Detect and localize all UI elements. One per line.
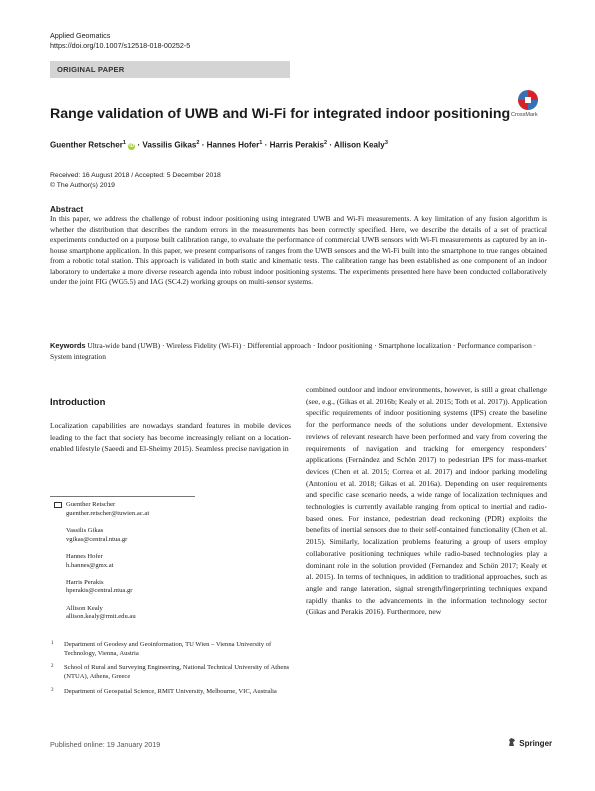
contact-name: Harris Perakis [66, 578, 104, 586]
affiliation-text: Department of Geodesy and Geoinformation, TU Wien – Vienna University of Technology, Vienna, Austria [64, 641, 272, 657]
received-accepted: Received: 16 August 2018 / Accepted: 5 December 2018 [50, 172, 221, 179]
intro-column-right: combined outdoor and indoor environments, however, is still a great challenge (see, e.g., (Gikas et al. 2016b; Kealy et al. 2015; Toth et al. 2017)). Application specific requirements of indoor positioning systems (IPS) create the baseline for the performance needs of the solutions under development. Extensive reviews of relevant research have been performed and vary from covering the requirements of navigation and tracking for emergency responders’ applications (Fernández and Schön 2017) to pedestrian IPS for mass-market devices (Chen et al. 2015; Correa et al. 2017) and indoor parking modeling (Antoniou et al. 2018; Gikas et al. 2016a). Depending on user requirements and specific case scenario needs, a wide range of localization techniques and technologies is currently available ranging from optical to inertial and radio-based ones. For instance, pedestrian dead reckoning (PDR) exploits the benefits of inertial sensors due to their self-contained functionality (Chen et al. 2015). Similarly, localization problems featuring a group of users employ collaborative positioning techniques while radio-based technologies play a dominant role in the solution provided (Fernandez and Schön 2017; Kealy et al. 2015). In terms of techniques, in addition to traditional approaches, such as angle and range lateration, signal strength/fingerprinting techniques expand rapidly thanks to the advancements in the information technology sector (Gikas and Perakis 2016). Furthermore, new [306, 385, 547, 617]
introduction-heading: Introduction [50, 397, 106, 408]
affiliation-marker: 2 [324, 140, 328, 146]
contact-name: Vassilis Gikas [66, 526, 104, 534]
affiliation-entry [50, 688, 295, 697]
paper-title: Range validation of UWB and Wi-Fi for integrated indoor positioning [50, 106, 511, 122]
affiliation-marker: 3 [384, 140, 388, 146]
contact-email[interactable]: vgikas@central.ntua.gr [66, 535, 128, 543]
orcid-icon[interactable]: iD [129, 142, 135, 149]
author-contacts [50, 501, 295, 631]
contact-email[interactable]: h.hannes@gmx.at [66, 561, 114, 569]
contact-entry [50, 553, 295, 570]
affiliation-text: School of Rural and Surveying Engineering, National Technical University of Athens (NTUA), Athens, Greece [64, 664, 290, 681]
crossmark-label: CrossMark [511, 112, 538, 118]
envelope-icon [54, 502, 62, 508]
copyright-line: © The Author(s) 2019 [50, 181, 115, 189]
author-separator: · [327, 140, 334, 150]
intro-column-left: Localization capabilities are nowadays standard features in mobile devices leading to the fact that society has become increasingly reliant on a location-enabled lifestyle (Saeedi and El-Sheimy 2015). Seamless precise navigation in [50, 421, 291, 454]
published-online: Published online: 19 January 2019 [50, 740, 161, 749]
author-separator: · [135, 140, 143, 150]
article-type-label: ORIGINAL PAPER [57, 65, 125, 74]
affiliation-entry [50, 664, 295, 681]
contact-email[interactable]: allison.kealy@rmit.edu.au [66, 613, 136, 621]
author-list [50, 140, 388, 150]
contact-entry [50, 579, 295, 596]
affiliation-marker: 1 [122, 140, 126, 146]
publisher-logo [507, 737, 552, 748]
affiliation-number: 2 [51, 664, 54, 670]
author-separator: · [199, 140, 207, 150]
affiliations [50, 641, 295, 703]
contact-name: Guenther Retscher [66, 501, 116, 508]
author-name[interactable]: Allison Kealy [333, 140, 385, 150]
contact-email[interactable]: hperakis@central.ntua.gr [66, 587, 133, 595]
author-name[interactable]: Harris Perakis [269, 140, 325, 150]
affiliation-entry [50, 641, 295, 658]
abstract-heading: Abstract [50, 205, 84, 214]
affiliation-number: 1 [51, 641, 54, 646]
keywords-label: Keywords [50, 341, 86, 350]
affiliation-text: Department of Geospatial Science, RMIT University, Melbourne, VIC, Australia [64, 687, 277, 695]
crossmark-icon [507, 88, 549, 112]
journal-header [50, 31, 190, 51]
contact-entry [50, 605, 295, 622]
article-type-bar [50, 61, 290, 78]
author-name[interactable]: Hannes Hofer [206, 140, 260, 150]
author-name[interactable]: Guenther Retscher [50, 140, 123, 150]
contact-email[interactable]: guenther.retscher@tuwien.ac.at [66, 509, 150, 517]
article-dates [50, 171, 221, 190]
affiliation-marker: 2 [196, 140, 200, 146]
footnote-divider [50, 496, 195, 497]
keywords-block [50, 341, 547, 362]
publisher-name: Springer [519, 739, 553, 748]
contact-entry [50, 527, 295, 544]
springer-horse-icon [507, 737, 517, 747]
author-name[interactable]: Vassilis Gikas [142, 140, 197, 150]
affiliation-number: 3 [51, 687, 54, 693]
abstract-text: In this paper, we address the challenge of robust indoor positioning using integrated UWB and Wi-Fi measurements. A key limitation of any fusion algorithm is whether the distribution that describes the random errors in the measurements has been correctly specified. Here, we describe the details of a set of practical experiments conducted on a purpose built calibration range, to evaluate the performance of commercial UWB sensors with Wi-Fi measurements as captured by an in-house smartphone application. In this paper, we present comparisons of ranges from the UWB sensors and the Wi-Fi built into the smartphone to true ranges obtained from a robotic total station. This approach is validated in both static and kinematic tests. The calibration range has been established as one component of an indoor laboratory to undertake a more diverse research agenda into robust indoor positioning systems. The experiments presented here have been conducted collaboratively under the joint FIG (WG5.5) and IAG (SC4.2) working groups on multi-sensor systems. [50, 214, 547, 286]
doi-link[interactable]: https://doi.org/10.1007/s12518-018-00252-5 [50, 41, 191, 50]
crossmark-badge[interactable] [507, 88, 549, 124]
affiliation-marker: 1 [259, 140, 263, 146]
contact-name: Allison Kealy [66, 604, 103, 612]
contact-entry [50, 501, 295, 518]
journal-name: Applied Geomatics [50, 31, 111, 40]
author-separator: · [262, 140, 270, 150]
keywords-list: Ultra-wide band (UWB) · Wireless Fidelity (Wi-Fi) · Differential approach · Indoor positioning · Smartphone localization · Performance comparison · System integration [50, 341, 537, 361]
contact-name: Hannes Hofer [66, 552, 103, 560]
